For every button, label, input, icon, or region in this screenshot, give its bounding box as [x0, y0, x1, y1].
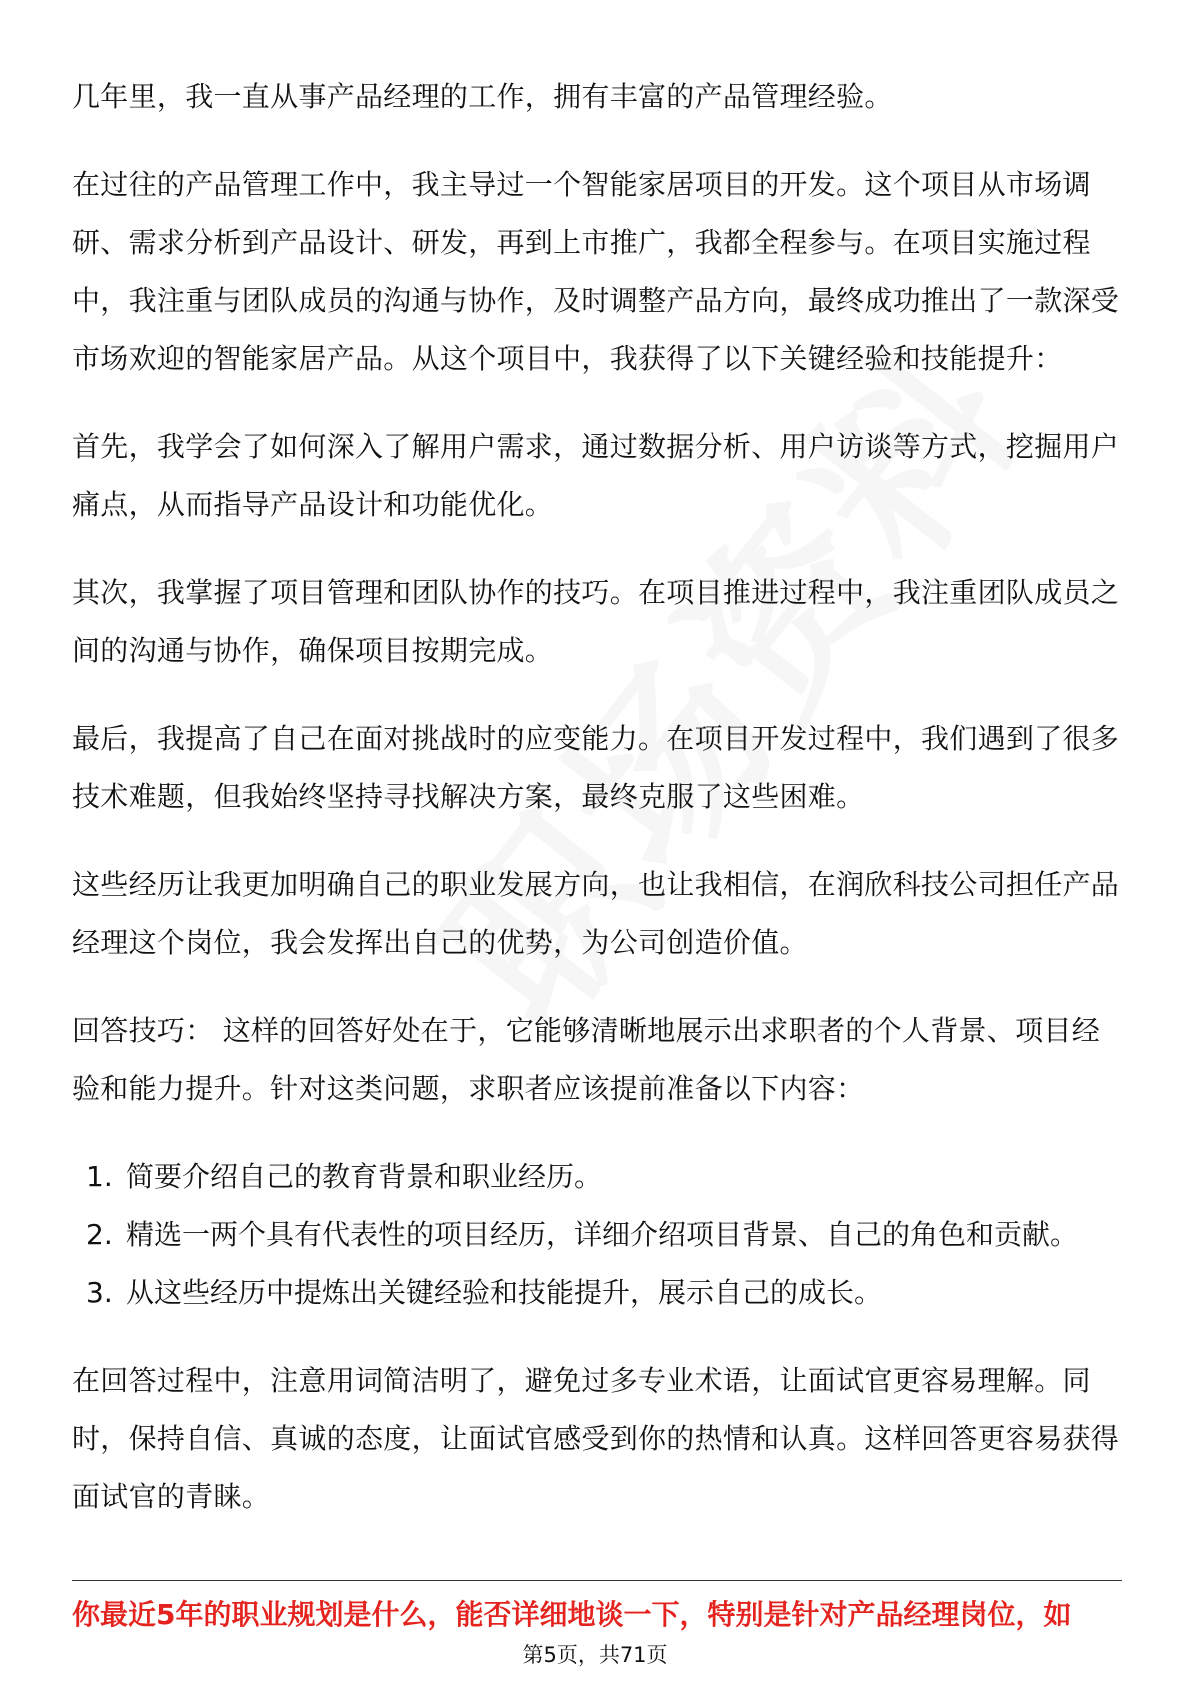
paragraph-first-point: 首先，我学会了如何深入了解用户需求，通过数据分析、用户访谈等方式，挖掘用户痛点，从而指导产品设计和功能优化。: [72, 430, 1120, 521]
list-item: [72, 1264, 1122, 1322]
list-item: [72, 1148, 1122, 1206]
tips-list: [72, 1148, 1122, 1322]
paragraph-third-point: 最后，我提高了自己在面对挑战时的应变能力。在项目开发过程中，我们遇到了很多技术难题，但我始终坚持寻找解决方案，最终克服了这些困难。: [72, 722, 1120, 813]
paragraph-conclusion: 这些经历让我更加明确自己的职业发展方向，也让我相信，在润欣科技公司担任产品经理这个岗位，我会发挥出自己的优势，为公司创造价值。: [72, 868, 1120, 959]
page-body: [72, 68, 1122, 1556]
list-number: 1.: [86, 1160, 113, 1193]
paragraph-closing: 在回答过程中，注意用词简洁明了，避免过多专业术语，让面试官更容易理解。同时，保持自信、真诚的态度，让面试官感受到你的热情和认真。这样回答更容易获得面试官的青睐。: [72, 1364, 1120, 1513]
paragraph-answer-tips: 回答技巧： 这样的回答好处在于，它能够清晰地展示出求职者的个人背景、项目经验和能力提升。针对这类问题，求职者应该提前准备以下内容：: [72, 1014, 1101, 1105]
list-text: 从这些经历中提炼出关键经验和技能提升，展示自己的成长。: [126, 1276, 883, 1309]
paragraph-intro: 几年里，我一直从事产品经理的工作，拥有丰富的产品管理经验。: [72, 80, 893, 113]
list-number: 2.: [86, 1218, 113, 1251]
paragraph-second-point: 其次，我掌握了项目管理和团队协作的技巧。在项目推进过程中，我注重团队成员之间的沟通与协作，确保项目按期完成。: [72, 576, 1120, 667]
page-number-footer: 第5页，共71页: [522, 1643, 668, 1667]
paragraph-project-experience: 在过往的产品管理工作中，我主导过一个智能家居项目的开发。这个项目从市场调研、需求分析到产品设计、研发，再到上市推广，我都全程参与。在项目实施过程中，我注重与团队成员的沟通与协作，及时调整产品方向，最终成功推出了一款深受市场欢迎的智能家居产品。从这个项目中，我获得了以下关键经验和技能提升：: [72, 168, 1120, 375]
section-divider: [72, 1580, 1122, 1581]
list-text: 精选一两个具有代表性的项目经历，详细介绍项目背景、自己的角色和贡献。: [126, 1218, 1079, 1251]
list-text: 简要介绍自己的教育背景和职业经历。: [126, 1160, 603, 1193]
list-item: [72, 1206, 1122, 1264]
list-number: 3.: [86, 1276, 113, 1309]
next-question-heading: 你最近5年的职业规划是什么，能否详细地谈一下，特别是针对产品经理岗位，如: [72, 1598, 1072, 1631]
